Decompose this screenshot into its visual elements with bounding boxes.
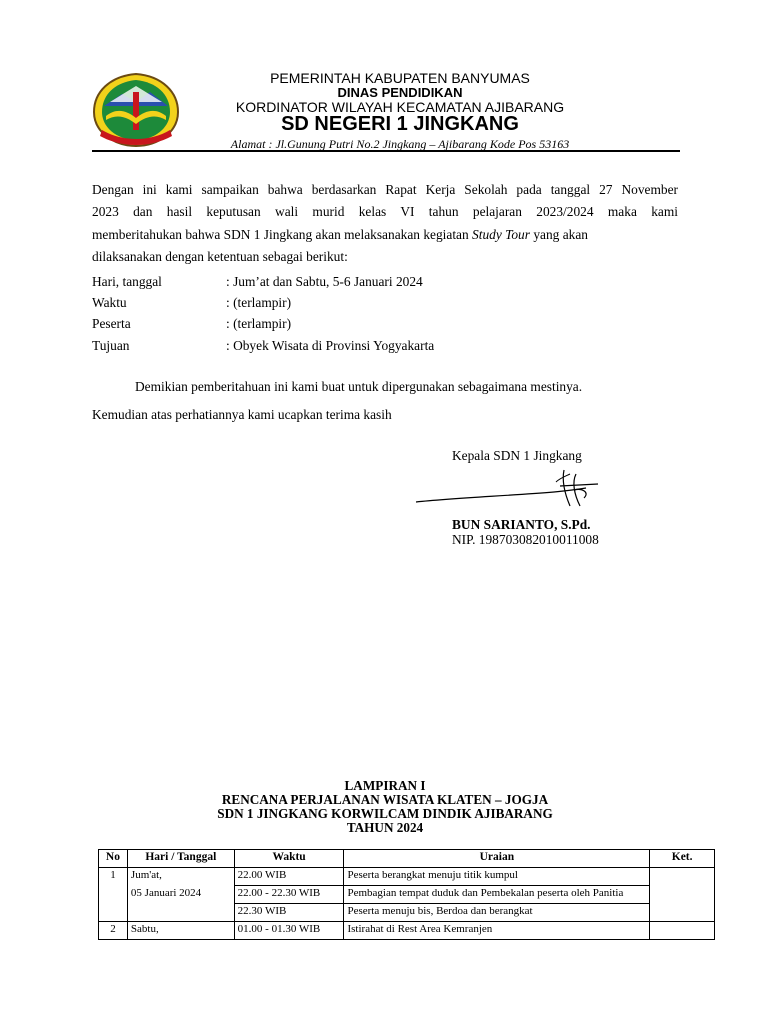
detail-value: : (terlampir): [226, 316, 292, 331]
letterhead-address: Alamat : Jl.Gunung Putri No.2 Jingkang – Ajibarang Kode Pos 53163: [230, 137, 570, 151]
attachment-subtitle-2: SDN 1 JINGKANG KORWILCAM DINDIK AJIBARANG: [217, 806, 553, 821]
detail-value: : Jum’at dan Sabtu, 5-6 Januari 2024: [226, 274, 423, 289]
intro-line-3: [92, 227, 678, 243]
cell-no: 2: [99, 922, 128, 940]
signatory-name: BUN SARIANTO, S.Pd.: [452, 517, 591, 532]
table-row: [99, 904, 715, 922]
detail-value: : (terlampir): [226, 295, 292, 310]
column-header-time: Waktu: [234, 850, 344, 868]
cell-day: Jum'at,: [127, 868, 234, 886]
cell-time: 22.00 - 22.30 WIB: [234, 886, 344, 904]
cell-notes: [650, 922, 715, 940]
cell-day: Sabtu,: [127, 922, 234, 940]
intro-line-1: Dengan ini kami sampaikan bahwa berdasarkan Rapat Kerja Sekolah pada tanggal 27 November: [92, 182, 678, 197]
closing-thanks: Kemudian atas perhatiannya kami ucapkan terima kasih: [92, 407, 392, 422]
handwritten-signature: [414, 462, 604, 512]
cell-time: 22.30 WIB: [234, 904, 344, 922]
cell-time: 22.00 WIB: [234, 868, 344, 886]
intro-line-2: 2023 dan hasil keputusan wali murid kelas VI tahun pelajaran 2023/2024 maka kami: [92, 204, 678, 219]
schedule-table: [98, 849, 715, 940]
closing-statement: Demikian pemberitahuan ini kami buat untuk dipergunakan sebagaimana mestinya.: [135, 379, 583, 394]
detail-value: : Obyek Wisata di Provinsi Yogyakarta: [226, 338, 435, 353]
attachment-title: LAMPIRAN I: [344, 778, 426, 793]
attachment-subtitle-3: TAHUN 2024: [346, 820, 424, 835]
signatory-position: Kepala SDN 1 Jingkang: [452, 448, 582, 463]
cell-no: 1: [99, 868, 128, 922]
letterhead-coordinator: KORDINATOR WILAYAH KECAMATAN AJIBARANG: [235, 99, 565, 115]
intro-line-4: dilaksanakan dengan ketentuan sebagai berikut:: [92, 249, 348, 264]
signatory-nip: NIP. 198703082010011008: [452, 532, 599, 547]
study-tour-italic: Study Tour: [472, 227, 530, 242]
letterhead-government: PEMERINTAH KABUPATEN BANYUMAS: [270, 70, 530, 86]
letterhead-office: DINAS PENDIDIKAN: [337, 85, 463, 100]
letterhead-divider: [92, 150, 680, 152]
column-header-no: No: [99, 850, 128, 868]
cell-description: Peserta menuju bis, Berdoa dan berangkat: [344, 904, 650, 922]
cell-description: Peserta berangkat menuju titik kumpul: [344, 868, 650, 886]
attachment-subtitle-1: RENCANA PERJALANAN WISATA KLATEN – JOGJA: [221, 792, 549, 807]
column-header-day: Hari / Tanggal: [127, 850, 234, 868]
detail-label: Waktu: [92, 295, 127, 310]
cell-day: 05 Januari 2024: [127, 886, 234, 904]
column-header-notes: Ket.: [650, 850, 715, 868]
table-row: [99, 886, 715, 904]
detail-label: Hari, tanggal: [92, 274, 162, 289]
intro-line-3-text: memberitahukan bahwa SDN 1 Jingkang akan melaksanakan kegiatan: [92, 227, 469, 242]
table-row: [99, 922, 715, 940]
detail-label: Peserta: [92, 316, 131, 331]
cell-notes: [650, 868, 715, 922]
cell-description: Pembagian tempat duduk dan Pembekalan peserta oleh Panitia: [344, 886, 650, 904]
cell-time: 01.00 - 01.30 WIB: [234, 922, 344, 940]
cell-description: Istirahat di Rest Area Kemranjen: [344, 922, 650, 940]
cell-day: [127, 904, 234, 922]
detail-label: Tujuan: [92, 338, 130, 353]
intro-line-3-tail: yang akan: [533, 227, 588, 242]
letterhead-school-name: SD NEGERI 1 JINGKANG: [281, 113, 519, 135]
table-row: [99, 868, 715, 886]
table-header-row: [99, 850, 715, 868]
column-header-description: Uraian: [344, 850, 650, 868]
